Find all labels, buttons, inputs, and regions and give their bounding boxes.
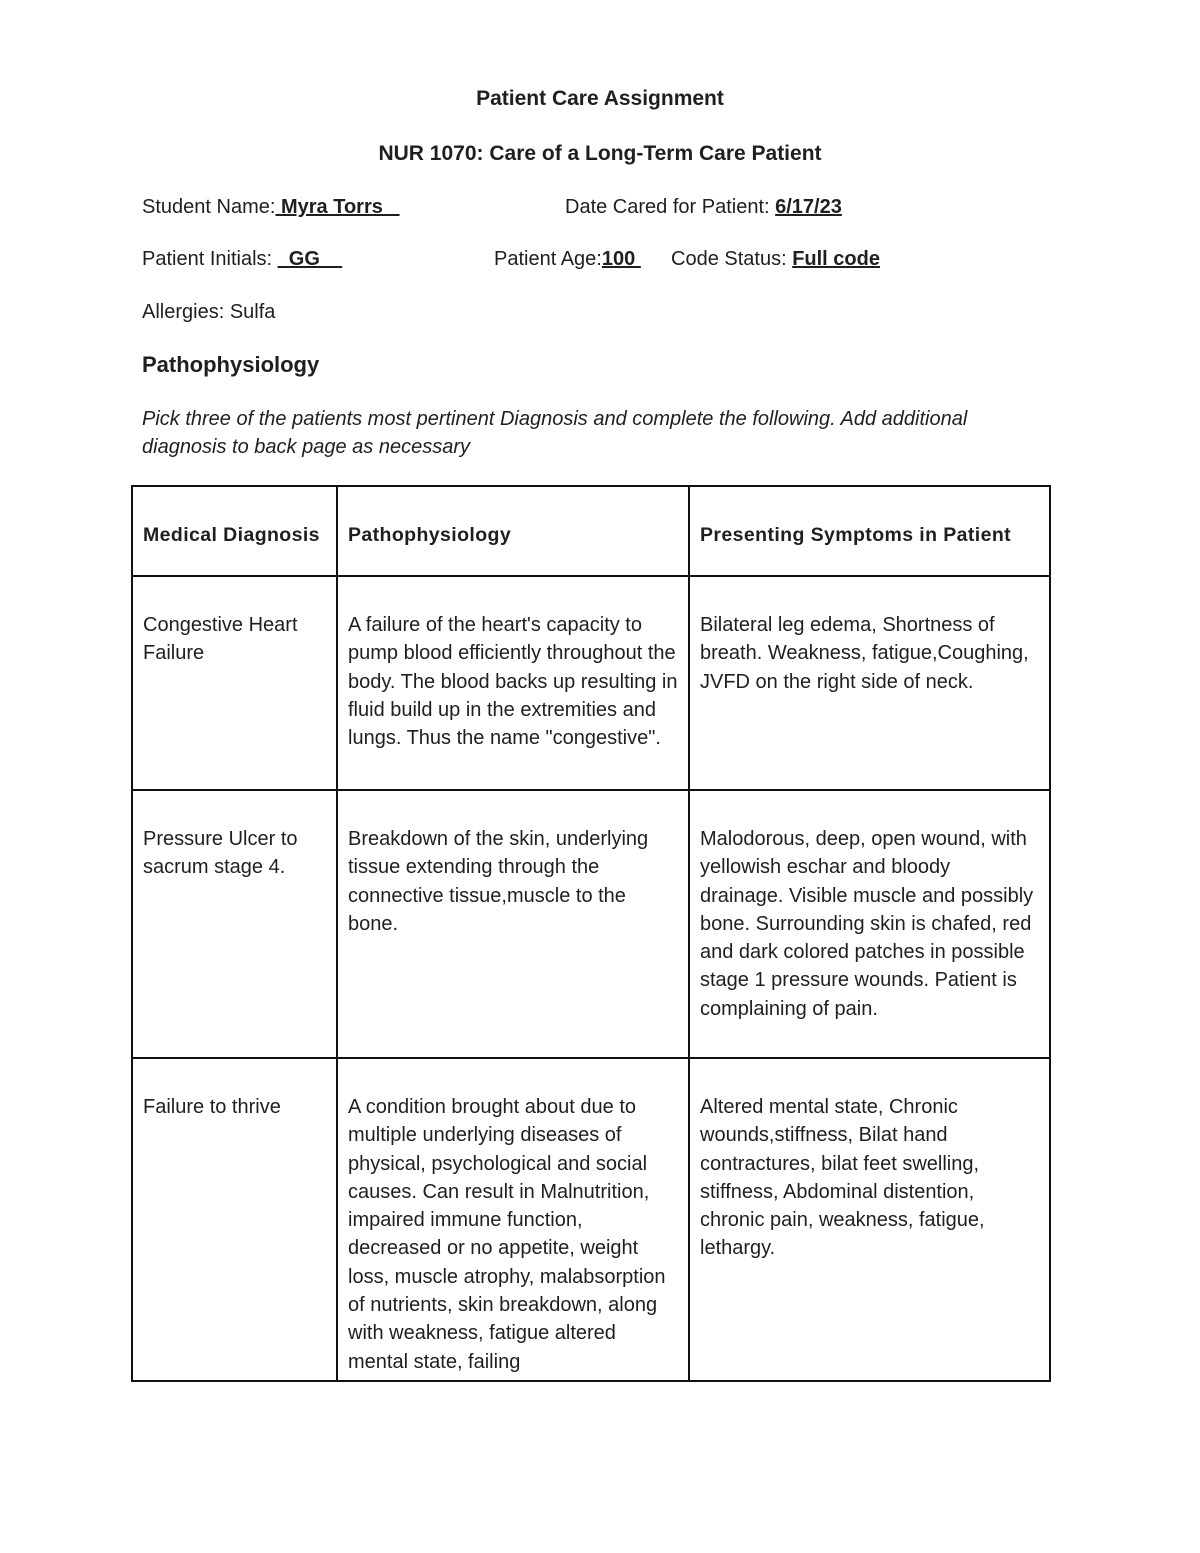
- date-cared-label: Date Cared for Patient:: [565, 196, 770, 218]
- diagnosis-table: [131, 485, 1051, 1382]
- patient-initials-field: [142, 248, 342, 271]
- course-title: NUR 1070: Care of a Long-Term Care Patient: [378, 142, 822, 165]
- header-medical-diagnosis: Medical Diagnosis: [132, 486, 337, 576]
- date-cared-field: [565, 196, 842, 219]
- student-name-label: Student Name:: [142, 196, 276, 218]
- instructions-text: Pick three of the patients most pertinent Diagnosis and complete the following. Add additional diagnosis to back page as necessary: [142, 408, 968, 458]
- code-status-label: Code Status:: [671, 248, 787, 270]
- diagnosis-cell: Failure to thrive: [132, 1058, 337, 1381]
- patient-age-label: Patient Age:: [494, 248, 602, 270]
- student-name-value: Myra Torrs: [275, 196, 400, 218]
- table-row: [132, 576, 1050, 790]
- pathophysiology-cell: A failure of the heart's capacity to pump blood efficiently throughout the body. The blood backs up resulting in fluid build up in the extremities and lungs. Thus the name "congestive".: [337, 576, 689, 790]
- allergies-line: Allergies: Sulfa: [142, 301, 276, 323]
- date-cared-value: 6/17/23: [775, 196, 842, 218]
- table-row: [132, 790, 1050, 1058]
- code-status-field: [671, 248, 880, 271]
- section-heading: Pathophysiology: [142, 352, 320, 377]
- pathophysiology-cell: A condition brought about due to multiple underlying diseases of physical, psychological and social causes. Can result in Malnutrition, impaired immune function, decreased or no appetite, weight loss, muscle atrophy, malabsorption of nutrients, skin breakdown, along with weakness, fatigue altered mental state, failing: [337, 1058, 689, 1381]
- symptoms-cell: Bilateral leg edema, Shortness of breath. Weakness, fatigue,Coughing, JVFD on the right side of neck.: [689, 576, 1050, 790]
- patient-age-value: 100: [601, 248, 641, 270]
- patient-initials-value: _GG__: [277, 248, 343, 270]
- symptoms-cell: Malodorous, deep, open wound, with yellowish eschar and bloody drainage. Visible muscle and possibly bone. Surrounding skin is chafed, red and dark colored patches in possible stage 1 pressure wounds. Patient is complaining of pain.: [689, 790, 1050, 1058]
- patient-initials-label: Patient Initials:: [142, 248, 273, 270]
- document-title: Patient Care Assignment: [476, 87, 724, 110]
- table-header-row: [132, 486, 1050, 576]
- diagnosis-cell: Congestive Heart Failure: [132, 576, 337, 790]
- pathophysiology-cell: Breakdown of the skin, underlying tissue extending through the connective tissue,muscle to the bone.: [337, 790, 689, 1058]
- diagnosis-cell: Pressure Ulcer to sacrum stage 4.: [132, 790, 337, 1058]
- table-row: [132, 1058, 1050, 1381]
- symptoms-cell: Altered mental state, Chronic wounds,stiffness, Bilat hand contractures, bilat feet swelling, stiffness, Abdominal distention, chronic pain, weakness, fatigue, lethargy.: [689, 1058, 1050, 1381]
- header-pathophysiology: Pathophysiology: [337, 486, 689, 576]
- student-name-field: [142, 196, 400, 219]
- header-presenting-symptoms: Presenting Symptoms in Patient: [689, 486, 1050, 576]
- code-status-value: Full code: [792, 248, 880, 270]
- patient-age-field: [494, 248, 641, 271]
